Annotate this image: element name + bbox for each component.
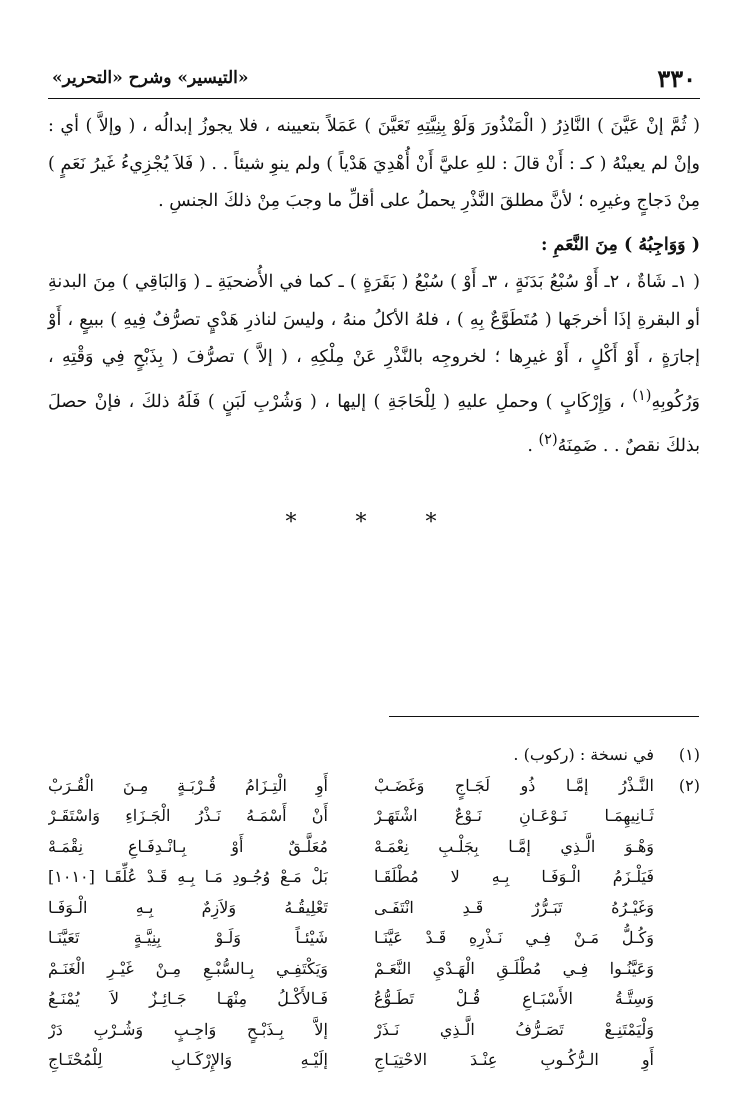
section-subheading: ( وَوَاجِبُهُ ) مِنَ النَّعَمِ :	[541, 234, 700, 255]
verse-second-half: تَعْلِيقُـهُ وَلاَزِمٌ بِـهِ الْـوَفَـا	[48, 897, 328, 917]
verse-first-half: وَهْـوَ الَّـذِي إمَّـا بِجَلْـبِ نِعْمَـهْ	[374, 836, 654, 856]
verse-first-half: وَسِتَّـةُ الأَسْبَـاعِ قُـلْ تَطَـوُّعُ	[374, 989, 654, 1008]
poem-second-hemistichs	[48, 771, 328, 1076]
verse-first-half: وَكُـلُّ مَـنْ فِـي نَـذْرِهِ قَـدْ عَيَّنَـا	[374, 928, 654, 947]
page-number: ٣٣٠	[657, 64, 696, 93]
paragraph-2-continuation: ، وَإِرْكَابٍ ) وحملِ عليهِ ( لِلْحَاجَةِ ) إليها ، ( وَشُرْبِ لَبَنٍ ) فَلَهُ ذلكَ ، فإنْ حصلَ بذلكَ نقصٌ . . ضَمِنَهُ	[48, 391, 700, 456]
verse-first-half: أَوِ الـرُّكُـوبِ عِنْـدَ الاحْتِيَـاجِ	[374, 1050, 654, 1069]
verse-second-half: إلَيْـهِ وَالإِرْكَـابِ لِلْمُحْتَـاجِ	[48, 1050, 328, 1069]
footnote-text: في نسخة : (ركوب) .	[513, 745, 654, 764]
poem	[48, 771, 654, 1076]
verse-second-half: أَنْ أَسْمَـهُ نَـذْرُ الْجَـزَاءِ وَاسْتَقَـرْ	[48, 806, 328, 825]
verse-first-half: النَّـذْرُ إمَّـا ذُو لَجَـاجٍ وَغَضَـبْ	[374, 775, 654, 795]
verse-second-half: إلاَّ بِـذَبْـحٍ وَاجِـبٍ وَشُـرْبِ دَرْ	[48, 1019, 328, 1039]
verse-second-half	[48, 862, 328, 893]
running-title: «التيسير» وشرح «التحرير»	[52, 68, 249, 88]
footnote-number: (١)	[678, 745, 700, 764]
footnote-ref-2[interactable]: (٢)	[538, 430, 558, 448]
paragraph-2-end: .	[527, 435, 539, 456]
verse-second-half: شَيْئـاً وَلَـوْ بِنِيَّـةٍ تَعَيَّنَـا	[48, 928, 328, 947]
verse-second-half: أَوِ الْتِـزَامُ قُـرْبَـةٍ مِـنَ الْقُـرَبْ	[48, 775, 328, 795]
footnote-number: (٢)	[678, 775, 700, 795]
verse-second-half: وَيَكْتَفِـي بِـالسُّبْـعِ مِـنْ غَيْـرِ الْغَنَـمْ	[48, 958, 328, 978]
verse-second-half: فَـالأَكْـلُ مِنْهَـا جَـائِـزٌ لاَ يُمْنَـعُ	[48, 989, 328, 1008]
verse-text: بَلْ مَـعْ وُجُـودِ مَـا بِـهِ قَـدْ عُلِّقَـا	[104, 867, 328, 886]
verse-number-marker: [١٠١٠]	[48, 867, 95, 886]
verse-first-half: وَعَيَّنُـوا فِـي مُطْلَـقِ الْهَـدْيِ النَّعَـمْ	[374, 958, 654, 978]
verse-first-half: وَغَيْـرُهُ تَبَـرُّرٌ قَـدِ انْتَفَـى	[374, 897, 654, 917]
footnote-divider	[389, 716, 699, 717]
paragraph-2	[48, 264, 700, 465]
footnote-1	[48, 740, 700, 771]
verse-first-half: فَيَلْـزَمُ الْـوَفَـا بِـهِ لا مُطْلَقَـا	[374, 867, 654, 886]
footnote-ref-1[interactable]: (١)	[632, 386, 652, 404]
footnotes	[48, 740, 700, 1076]
poem-first-hemistichs	[374, 771, 654, 1076]
verse-first-half: ثَـانِيهِمَـا نَـوْعَـانِ نَـوْعٌ اشْتَهَـرْ	[374, 806, 654, 825]
poem-columns	[48, 771, 654, 1076]
paragraph-2-text: ( ١ـ شَاةٌ ، ٢ـ أَوْ سُبْعُ بَدَنَةٍ ، ٣ـ أَوْ ) سُبْعُ ( بَقَرَةٍ ) ـ كما في الأُضحيَةِ ـ ( وَالبَاقِي ) مِنَ البدنةِ أو البقرةِ إذَا أخرجَها ( مُتَطَوَّعٌ بِهِ ) ، فلهُ الأكلُ منهُ ، وليسَ لناذرِ هَدْيٍ تصرُّفٌ فِيهِ ) ببيعٍ ، أَوْ إجارَةٍ ، أَوْ أَكْلٍ ، أَوْ غيرِها ؛ لخروجِه بالنَّذْرِ عَنْ مِلْكِهِ ، ( إلاَّ ) تصرُّفَ ( بِذَبْحٍ فِي وَقْتِهِ ، وَرُكُوبِهِ	[48, 272, 700, 412]
page-header	[48, 58, 700, 99]
verse-second-half: مُعَلَّـقٌ أَوْ بِـانْـدِفَـاعِ نِقْمَـهْ	[48, 836, 328, 856]
section-separator: * * *	[285, 510, 463, 535]
main-text	[48, 108, 700, 465]
footnote-2	[48, 771, 700, 1076]
verse-first-half: وَلْيَمْتَنِـعْ تَصَـرُّفُ الَّـذِي نَـذَرْ	[374, 1019, 654, 1039]
paragraph-1: ( ثُمَّ إنْ عَيَّنَ ) النَّاذِرُ ( الْمَنْذُورَ وَلَوْ بِنِيَّتِهِ تَعَيَّنَ ) عَمَلاً بتعيينه ، فلا يجوزُ إبدالُه ، ( وإلاَّ ) أي : وإنْ لم يعينْهُ ( كـ : أَنْ قالَ : للهِ عليَّ أَنْ أُهْدِيَ هَدْياً ) ولم ينوِ شيئاً . . ( فَلاَ يُجْزِيءُ غَيرُ نَعَمٍ ) مِنْ دَجاجٍ وغيرِه ؛ لأنَّ مطلقَ النَّذْرِ يحملُ على أقلِّ ما وجبَ مِنْ ذلكَ الجنسِ .	[48, 116, 700, 211]
